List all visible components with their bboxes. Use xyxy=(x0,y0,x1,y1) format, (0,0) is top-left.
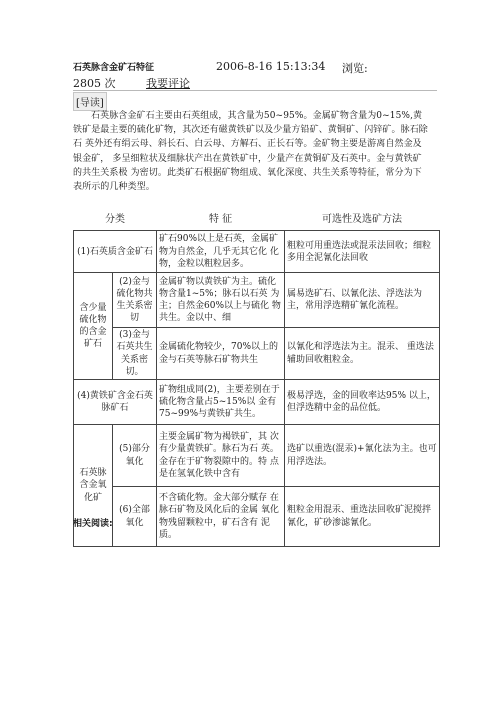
row1-method: 粗粒可用重选法或混汞法回收；细粒多用全泥氰化法回收 xyxy=(285,231,440,273)
row4-category: (4)黄铁矿含金石英脉矿石 xyxy=(74,380,157,425)
intro-paragraph: 石英脉含金矿石主要由石英组成，其含量为50~95%。金属矿物含量为0~15%,黄铁矿是最主要的硫化矿物，其次还有磁黄铁矿以及少量方铅矿、黄铜矿、闪锌矿。脉石除石 英外还有绢云母、斜长石、白云母、方解石、正长石等。金矿物主要是游离自然金及银金矿， 多呈细粒状及细脉状产出在黄铁矿中，少量产在黄铜矿及石英中。金与黄铁矿的共生关系极 为密切。此类矿石根据矿物组成、氧化深度、共生关系等特征，常分为下表所示的几种类型。 xyxy=(73,111,428,193)
group-oxide-label: 石英脉含金氧化矿 xyxy=(74,425,113,547)
table-row xyxy=(74,380,440,425)
ore-type-table xyxy=(73,212,440,547)
row2-feature: 金属矿物以黄铁矿为主。硫化物含量1~5%；脉石以石英 为主；自然金60%以上与硫化 物共生。金以中、细 xyxy=(157,273,285,328)
row3-feature: 金属硫化物较少，70%以上的金与石英等脉石矿物共生 xyxy=(157,328,285,380)
row6-feature: 不含硫化物。金大部分赋存 在脉石矿物及风化后的金属 氧化物残留颗粒中，矿石含有 泥质。 xyxy=(157,487,285,547)
header-method: 可选性及选矿方法 xyxy=(285,212,440,231)
row5-feature: 主要金属矿物为褐铁矿，其 次有少量黄铁矿。脉石为石 英。金存在于矿物裂隙中的。特 点是在氢氧化铁中含有 xyxy=(157,425,285,487)
table-row xyxy=(74,328,440,380)
header-category: 分类 xyxy=(74,212,157,231)
row1-feature: 矿石90%以上是石英，金属矿物为自然金，几乎无其它化 化物，金粒以粗粒居多。 xyxy=(157,231,285,273)
views-label: 浏览: xyxy=(342,62,368,75)
table-row xyxy=(74,425,440,487)
row3-subcategory: (3)金与石英共生关系密切。 xyxy=(113,328,157,380)
guide-label: [导读] xyxy=(73,92,107,111)
row4-feature: 矿物组成同(2)，主要差别在于硫化物含量占5~15%以 金有75~99%与黄铁矿共生。 xyxy=(157,380,285,425)
view-count: 2805 次 xyxy=(73,77,116,90)
comment-link[interactable]: 我要评论 xyxy=(146,77,190,90)
publish-datetime: 2006-8-16 15:13:34 xyxy=(216,60,326,73)
group-sulfide-label: 含少量硫化物的含金矿石 xyxy=(74,273,113,380)
row6-method: 粗粒金用混汞、重选法回收矿泥搅拌氰化，矿砂渗滤氰化。 xyxy=(285,487,440,547)
table-header-row xyxy=(74,212,440,231)
article-title: 石英脉含金矿石特征 xyxy=(73,63,155,73)
table-row xyxy=(74,231,440,273)
table-row xyxy=(74,487,440,547)
header-feature: 特 征 xyxy=(157,212,285,231)
header-divider xyxy=(73,90,437,91)
row5-method: 选矿以重选(混汞)+氰化法为主。也可用浮选法。 xyxy=(285,425,440,487)
related-reading-label: 相关阅读: xyxy=(73,519,113,529)
row6-subcategory: (6)全部氧化 xyxy=(113,487,157,547)
row2-subcategory: (2)金与硫化物共生关系密切 xyxy=(113,273,157,328)
row1-category: (1)石英质含金矿石 xyxy=(74,231,157,273)
row5-subcategory: (5)部分氧化 xyxy=(113,425,157,487)
row4-method: 极易浮选，金的回收率达95% 以上，但浮选精中金的品位低。 xyxy=(285,380,440,425)
row3-method: 以氰化和浮选法为主。混汞、 重选法辅助回收粗粒金。 xyxy=(285,328,440,380)
row2-method: 属易选矿石、以氰化法、浮选法为主，常用浮选精矿氰化流程。 xyxy=(285,273,440,328)
table-row xyxy=(74,273,440,328)
